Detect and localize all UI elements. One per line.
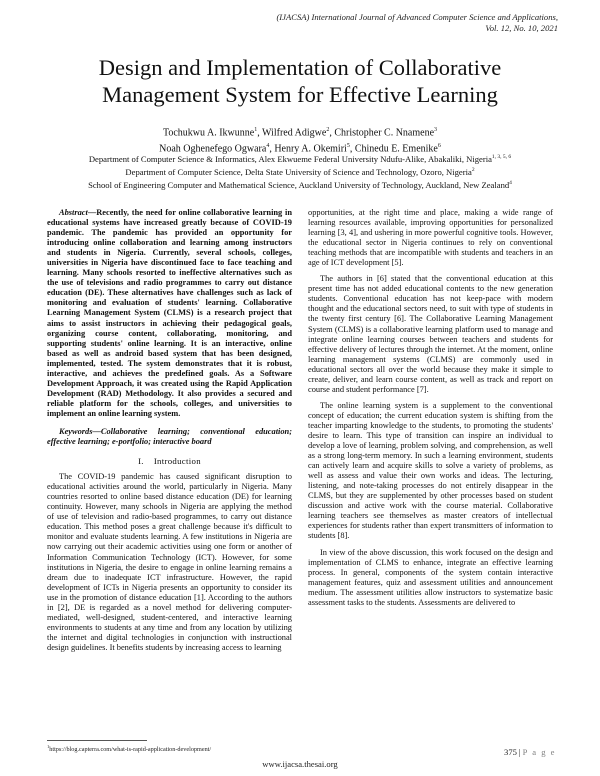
section-heading <box>47 456 292 466</box>
footnote-divider <box>47 740 147 741</box>
journal-name: (IJACSA) International Journal of Advanced Computer Science and Applications, <box>276 12 558 22</box>
author-sup: 2 <box>326 127 330 133</box>
abstract-lead: Abstract <box>59 208 88 217</box>
author-sup: 6 <box>437 142 441 149</box>
footnote-link[interactable]: https://blog.capterra.com/what-is-rapid-application-development/ <box>49 746 212 754</box>
author-name: Chinedu E. Emenike <box>354 143 438 155</box>
author-sup: 3 <box>434 127 438 133</box>
keywords-text: —Collaborative learning; conventional education; effective learning; e-portfolio; interactive board <box>47 426 292 447</box>
affiliation: Department of Computer Science, Delta State University of Science and Technology, Ozoro, Nigeria$^2$ <box>125 166 475 177</box>
author-line-1: Tochukwu A. Ikwunne$^1$, Wilfred Adigwe$^2$, Christopher C. Nnamene$^3$ <box>162 127 438 139</box>
abstract <box>47 208 292 419</box>
footer-url[interactable]: www.ijacsa.thesai.org <box>262 759 338 769</box>
footnote-mark: 1 <box>47 744 50 749</box>
body-paragraph: In view of the above discussion, this work focused on the design and implementation of CLMS to enhance, integrate an effective learning process. In general, components of the system contain interactive management features, quiz and assessment utilities and announcement medium. The assessment utilities allow instructors to systematize basic assessment tasks to the students. Assessments are delivered to <box>308 547 553 607</box>
title-line-1: Design and Implementation of Collaborative <box>98 55 502 80</box>
author-sup: 4 <box>266 142 270 149</box>
journal-volume: Vol. 12, No. 10, 2021 <box>485 22 558 33</box>
affiliation: Department of Computer Science & Informatics, Alex Ekwueme Federal University Ndufu-Alike, Abakaliki, Nigeria$^{1, 3, 5, 6}$ <box>88 153 512 164</box>
author-sup: 5 <box>346 142 350 149</box>
page-label: P a g e <box>522 747 556 757</box>
right-column <box>308 208 553 614</box>
author-sup: 1 <box>254 127 258 133</box>
author-list <box>30 124 570 156</box>
footnote <box>47 743 211 754</box>
page-number <box>504 747 556 757</box>
affiliation: School of Engineering Computer and Mathematical Science, Auckland University of Technology, Auckland, New Zealand$^4$ <box>88 179 512 190</box>
body-paragraph: The authors in [6] stated that the conventional education at this present time has not added educational contents to the new generation students. Conventional education has not keep-pace with modern thought and the educational sectors need, to suit with type of students in the twenty first century [6]. The Collaborative Learning Management System (CLMS) is a collaborative learning platform used to manage and integrate online learning courses between teachers and students for effective delivery of lectures through the internet. At the moment, online learning management systems (CLMS) are commonly used in educational sectors all over the world because they make it simple to create, deliver, and learn course content, as well as track and report on course and student performance [7]. <box>308 274 553 394</box>
author-name: Christopher C. Nnamene <box>334 127 435 139</box>
section-title: Introduction <box>153 456 201 467</box>
title-line-2: Management System for Effective Learning <box>102 82 498 107</box>
keywords <box>47 427 292 447</box>
author-name: Tochukwu A. Ikwunne <box>162 127 255 139</box>
body-paragraph: opportunities, at the right time and place, making a wide range of learning resources available, improving opportunities for personalized learning [3, 4], and ushering in more powerful cognitive tools. However, the educational sector in Nigeria continues to rely on conventional teaching methods that are incompatible with students and teachers in an age of ICT development [5]. <box>308 208 553 268</box>
journal-header <box>218 12 558 33</box>
left-column <box>47 208 292 659</box>
author-name: Wilfred Adigwe <box>262 127 327 139</box>
page-number-value: 375 <box>504 747 517 757</box>
affiliations <box>10 152 590 191</box>
section-number: I. <box>138 456 144 467</box>
page-separator: | <box>518 747 521 757</box>
author-name: Noah Oghenefego Ogwara <box>159 143 267 155</box>
abstract-text: —Recently, the need for online collaborative learning in educational systems have increased greatly because of COVID-19 pandemic. The pandemic has provided an opportunity for introducing online collaboration and learning among instructors and students in Nigeria. Currently, several schools, colleges, universities in Nigeria have discontinued face to face teaching and learning. Many schools resorted to ineffective alternatives such as the use of televisions and radio programmes to carry out distance education (DE). These alternatives have challenges such as lack of monitoring and evaluation of students' learning. Collaborative Learning Management System (CLMS) is a research project that aims to assist instructors in achieving their pedagogical goals, organizing course content, collaborating, monitoring, and supporting students' online learning. It is an interactive, online based as well as android based system that has been designed, implemented, tested. The system demonstrates that it is robust, interactive, and achieves the predefined goals. As a Software Development Approach, it was created using the Rapid Application Development (RAD) Methodology. It also provides a secured and reliable platform for the schools, colleges, and universities to implement an online learning system. <box>47 208 292 418</box>
body-paragraph: The online learning system is a supplement to the conventional concept of education; the current education system is shifting from the teacher imparting knowledge to the students, to promoting the students' desire to learn. This type of transition can inspire an individual to develop a love of learning, problem solving, and comprehension, as well as a strong long-term memory. In such a learning environment, students can actively learn and acquire skills to solve a variety of problems, as well as assess and value their own works and ideas. The lecturing, listening, and note-taking processes do not entirely disappear in the CLMS, but they are supplemented by other processes based on student discussion and active work with the course material. Collaborative learning teachers see themselves as master creators of intellectual experiences for students rather than expert transmitters of information to students [8]. <box>308 400 553 541</box>
body-paragraph: The COVID-19 pandemic has caused significant disruption to educational activities around the world, particularly in Nigeria. Many countries resorted to online based distance education (DE) for learning continuity. However, many schools in Nigeria are applying the method of use of television and radio-based programmes, to carry out distance education. This method poses a great challenge because it's difficult to monitor and evaluate students learning. A few institutions in Nigeria are now carrying out their academic activities using one form or another of Information Communication Technology (ICT). However, for some institutions in Nigeria, the desire to engage in online learning remains a dream due to inadequate ICT infrastructure. However, the rapid development of ICTs in Nigeria presents an opportunity to consider its use in the promotion of distance education [1]. According to the authors in [2], DE is regarded as a novel method for delivering computer-mediated, well-designed, student-centered, and interactive learning environments to students at any time and from any location by utilizing the internet and digital technologies in conjunction with instructional design guidelines. It benefits students by increasing access to learning <box>47 472 292 652</box>
author-name: Henry A. Okemiri <box>274 143 347 155</box>
keywords-lead: Keywords <box>59 426 93 436</box>
author-line-2: Noah Oghenefego Ogwara$^4$, Henry A. Okemiri$^5$, Chinedu E. Emenike$^6$ <box>159 142 441 155</box>
paper-title <box>40 54 560 108</box>
